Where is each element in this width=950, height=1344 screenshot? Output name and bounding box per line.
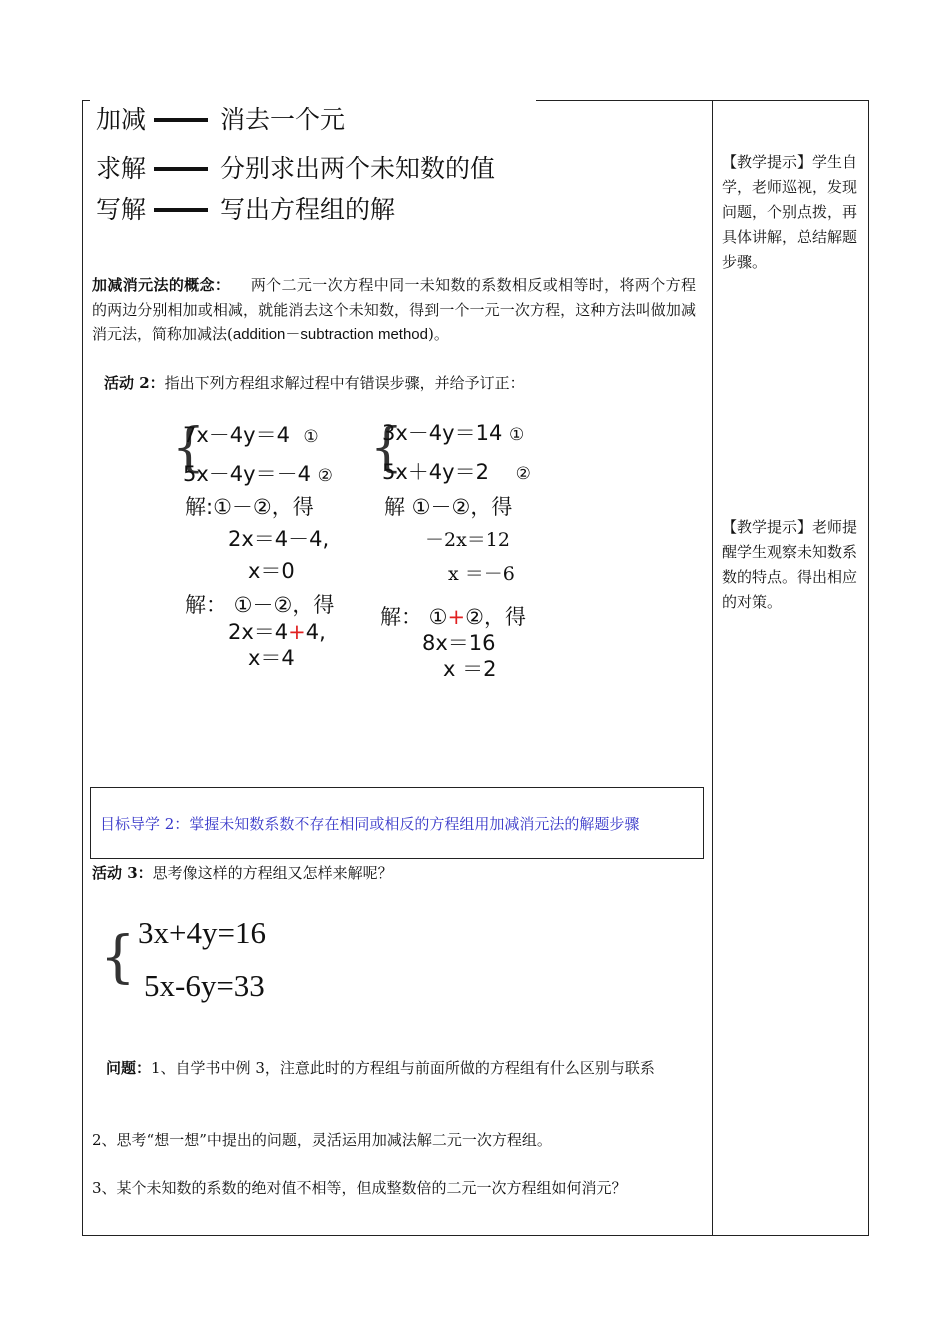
summary-key: 求解 (96, 154, 147, 183)
long-dash (154, 208, 208, 212)
system3-eq1: 3x+4y=16 (138, 915, 266, 950)
right-line1: －2x＝12 (425, 529, 510, 551)
activity2-heading (104, 372, 525, 394)
activity3-label: 活动 3： (92, 864, 153, 882)
summary-row-eliminate (96, 104, 345, 136)
system3-eq2: 5x-6y=33 (144, 968, 265, 1003)
concept-paragraph (92, 273, 696, 348)
right-eq2: 5x＋4y＝2 ② (382, 460, 531, 484)
left-fix-step: 解： ①－②，得 (185, 593, 335, 617)
right-step: 解 ①－②，得 (384, 495, 513, 519)
left-line1: 2x＝4－4, (228, 527, 330, 551)
summary-row-solve (96, 153, 495, 185)
summary-text: 写出方程组的解 (220, 195, 396, 224)
goal2-text: 目标导学 2：掌握未知数系数不存在相同或相反的方程组用加减消元法的解题步骤 (100, 815, 640, 833)
left-eq2: 5x－4y＝－4 ② (183, 462, 333, 486)
table-column-divider (712, 100, 713, 1236)
right-line2: x ＝－6 (448, 563, 515, 585)
right-system-brace: { (370, 418, 404, 478)
table-border-top (536, 100, 869, 101)
right-fix-step: 解： ①+②，得 (380, 605, 526, 629)
concept-english: addition－subtraction method (232, 326, 428, 343)
summary-text: 分别求出两个未知数的值 (220, 154, 496, 183)
right-fix-line1: 8x＝16 (422, 631, 496, 655)
table-border-left (82, 100, 83, 1236)
system3-brace: { (100, 925, 136, 990)
question-2: 2、思考“想一想”中提出的问题，灵活运用加减法解二元一次方程组。 (92, 1131, 552, 1149)
left-line2: x＝0 (248, 559, 295, 583)
teaching-tip-1: 【教学提示】学生自学，老师巡视，发现问题，个别点拨，再具体讲解，总结解题步骤。 (722, 153, 858, 271)
activity2-text: 指出下列方程组求解过程中有错误步骤，并给予订正： (164, 374, 525, 392)
activity2-label: 活动 2： (104, 374, 165, 392)
table-border-bottom (82, 1235, 869, 1236)
questions-label: 问题： (106, 1059, 152, 1077)
left-step: 解:①－②，得 (185, 495, 314, 519)
concept-body: 两个二元一次方程中同一未知数的系数相反或相等时，将两个方程的两边分别相加或相减，就能消去这个未知数，得到一个一元一次方程，这种方法叫做加减消元法，简称加减法( (92, 276, 696, 343)
concept-tail: )。 (427, 325, 449, 343)
summary-row-write (96, 194, 395, 226)
table-border-top-left (82, 100, 90, 101)
table-border-right (868, 100, 869, 1236)
long-dash (154, 167, 208, 171)
long-dash (154, 118, 208, 122)
question-3: 3、某个未知数的系数的绝对值不相等，但成整数倍的二元一次方程组如何消元？ (92, 1179, 627, 1197)
right-eq1: 3x－4y＝14 ① (382, 421, 525, 445)
left-eq1: 7x－4y＝4 ① (183, 423, 319, 447)
concept-label: 加减消元法的概念： (92, 276, 231, 294)
summary-key: 写解 (96, 195, 147, 224)
activity3-text: 思考像这样的方程组又怎样来解呢？ (152, 864, 393, 882)
right-fix-line2: x ＝2 (443, 657, 497, 681)
question-1: 问题：1、自学书中例 3，注意此时的方程组与前面所做的方程组有什么区别与联系 (106, 1059, 655, 1077)
summary-key: 加减 (96, 105, 147, 134)
teaching-tip-2: 【教学提示】老师提醒学生观察未知数系数的特点。得出相应的对策。 (722, 518, 858, 611)
activity3-heading (92, 862, 393, 884)
left-fix-line2: x＝4 (248, 646, 295, 670)
left-fix-line1: 2x＝4+4, (228, 620, 326, 644)
summary-text: 消去一个元 (220, 105, 346, 134)
left-system-brace: { (172, 418, 206, 478)
